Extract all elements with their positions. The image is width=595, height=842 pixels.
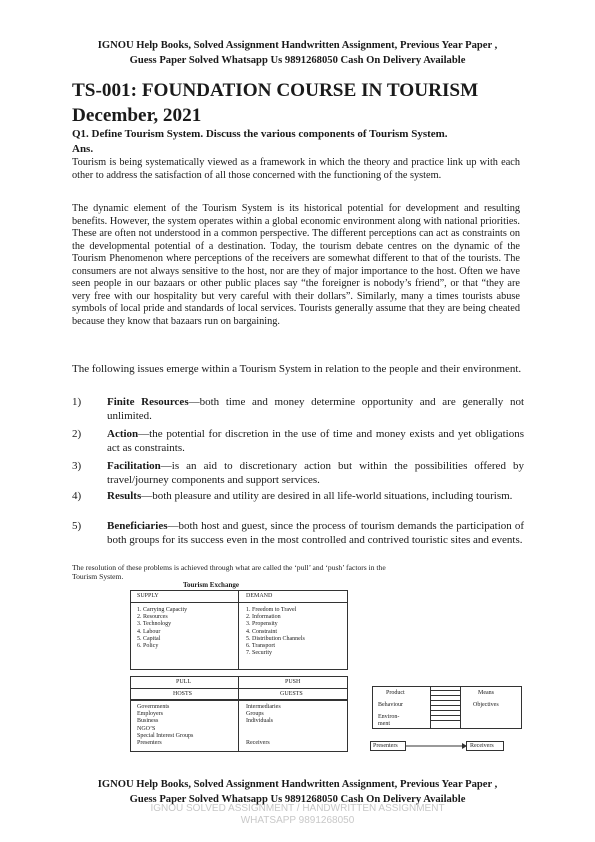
bottom-header-line2: Guess Paper Solved Whatsapp Us 9891268050 Cash On Delivery Available — [129, 793, 466, 805]
list-item: 4. Constraint — [246, 628, 277, 635]
list-item: Employers — [137, 711, 163, 718]
push-label: PUSH — [285, 679, 301, 685]
list-item: Business — [137, 718, 159, 725]
list-item: 6. Transport — [246, 643, 276, 650]
list-item-text: —both host and guest, since the process of tourism demands the participation of both groups for its success even in the most controlled and contrived touristic sites and events. — [107, 520, 524, 546]
hosts-label: HOSTS — [173, 691, 193, 697]
answer-label: Ans. — [72, 143, 94, 155]
divider — [460, 686, 461, 729]
environment-label: Environ- ment — [378, 714, 400, 727]
guests-label: GUESTS — [280, 691, 303, 697]
list-item: NGO’S — [137, 725, 156, 732]
paragraph-issues: The following issues emerge within a Tourism System in relation to the people and their environment. — [72, 363, 522, 375]
divider — [238, 700, 239, 752]
list-item: 3. Propensity — [246, 621, 278, 628]
divider — [130, 688, 348, 689]
demand-list — [246, 607, 305, 657]
means-label: Means — [478, 690, 494, 696]
watermark-line2: WHATSAPP 9891268050 — [240, 815, 355, 826]
pull-label: PULL — [176, 679, 191, 685]
paragraph-dynamic: The dynamic element of the Tourism System is its historical potential for development and resulting benefits. However, the system operates within a global economic environment along with national priorities. These are often not understood in a common perspective. The different perceptions can act as constraints on the developmental potential of a destination. Today, the tourism debate centres on the dynamic of the Tourism Phenomenon where perceptions of the receivers are somewhat different to that of the tourists. The consumers are not always sensitive to the host, nor are they of major importance to the host. Often we have seen people in our bazaars or other public places say “the foreigner is nobody’s friend”, or that “they are very free with our hospitality but very careful with their dollars”. Similarly, many a times tourists abuse symbols of local pride and standards of local services. Tourists generally assume that they are being cheated because they know that bazaars run on bargaining. — [72, 203, 520, 327]
list-item-term: Action — [107, 428, 139, 440]
divider — [130, 602, 348, 603]
list-item: Groups — [246, 711, 264, 718]
diagram-title: Tourism Exchange — [183, 581, 239, 589]
divider — [430, 720, 460, 721]
behaviour-label: Behaviour — [378, 702, 403, 708]
list-item-term: Finite Resources — [107, 396, 189, 408]
top-header-line1: IGNOU Help Books, Solved Assignment Handwritten Assignment, Previous Year Paper , — [97, 40, 498, 51]
list-item: 2. Resources — [137, 614, 168, 621]
paragraph-intro: Tourism is being systematically viewed as a framework in which the theory and practice link up with each other to address the satisfaction of all those concerned with the functioning of the system. — [72, 157, 520, 181]
divider — [430, 710, 460, 711]
list-item-number: 5) — [72, 520, 82, 532]
list-item: Governments — [137, 704, 170, 710]
list-item: Individuals — [246, 718, 273, 725]
list-item-term: Facilitation — [107, 460, 161, 472]
list-item-text: —is an aid to discretionary action but within the possibilities offered by travel/journey components and support services. — [107, 460, 524, 486]
list-item: 7. Security — [246, 650, 272, 657]
hosts-list — [137, 704, 193, 747]
list-item: 6. Policy — [137, 643, 159, 650]
list-item: 2. Information — [246, 614, 281, 621]
divider — [430, 715, 460, 716]
list-item-number: 3) — [72, 460, 82, 472]
list-item: Receivers — [246, 740, 270, 747]
watermark-line1: IGNOU SOLVED ASSIGNMENT / HANDWRITTEN ASSIGNMENT — [150, 803, 445, 814]
list-item: 5. Distribution Channels — [246, 635, 305, 642]
top-header — [52, 39, 543, 68]
presenters-label: Presenters — [373, 743, 398, 749]
divider — [430, 705, 460, 706]
flow-arrow-icon — [406, 740, 467, 752]
document-date: December, 2021 — [72, 105, 202, 126]
divider — [238, 676, 239, 700]
divider — [430, 695, 460, 696]
document-title: TS-001: FOUNDATION COURSE IN TOURISM — [72, 80, 479, 101]
top-header-line2: Guess Paper Solved Whatsapp Us 9891268050 Cash On Delivery Available — [129, 54, 466, 66]
supply-header: SUPPLY — [137, 593, 159, 599]
watermark — [0, 803, 595, 827]
list-item: 3. Technology — [137, 621, 172, 628]
list-item: Intermediaries — [246, 704, 281, 710]
list-item: 1. Freedom to Travel — [246, 607, 297, 613]
resolution-note: The resolution of these problems is achieved through what are called the ‘pull’ and ‘push’ factors in the Tourism System. — [72, 563, 386, 581]
list-item-term: Beneficiaries — [107, 520, 168, 532]
list-item-number: 2) — [72, 428, 82, 440]
list-item: 4. Labour — [137, 628, 161, 635]
list-item: Special Interest Groups — [137, 732, 194, 739]
divider — [430, 686, 431, 729]
guests-list — [246, 704, 281, 747]
divider — [430, 690, 460, 691]
demand-header: DEMAND — [246, 593, 273, 599]
product-label: Product — [386, 690, 405, 696]
divider — [238, 590, 239, 670]
list-item — [246, 733, 281, 740]
divider — [430, 700, 460, 701]
bottom-header-line1: IGNOU Help Books, Solved Assignment Handwritten Assignment, Previous Year Paper , — [97, 779, 498, 790]
list-item-text: —both pleasure and utility are desired in all life-world situations, including tourism. — [141, 490, 513, 502]
objectives-label: Objectives — [473, 702, 499, 708]
list-item: Presenters — [137, 740, 162, 747]
list-item-term: Results — [107, 490, 142, 502]
list-item: 5. Capital — [137, 635, 161, 642]
list-item: 1. Carrying Capacity — [137, 607, 188, 613]
list-item-text: —the potential for discretion in the use of time and money exists and yet obligations act as constraints. — [107, 428, 524, 454]
list-item-number: 1) — [72, 396, 82, 408]
supply-list — [137, 607, 187, 650]
list-item-number: 4) — [72, 490, 82, 502]
question: Q1. Define Tourism System. Discuss the various components of Tourism System. — [72, 128, 448, 140]
list-item-text: —both time and money determine opportunity and are generally not unlimited. — [107, 396, 524, 422]
list-item — [246, 726, 281, 733]
receivers-label: Receivers — [470, 743, 494, 749]
